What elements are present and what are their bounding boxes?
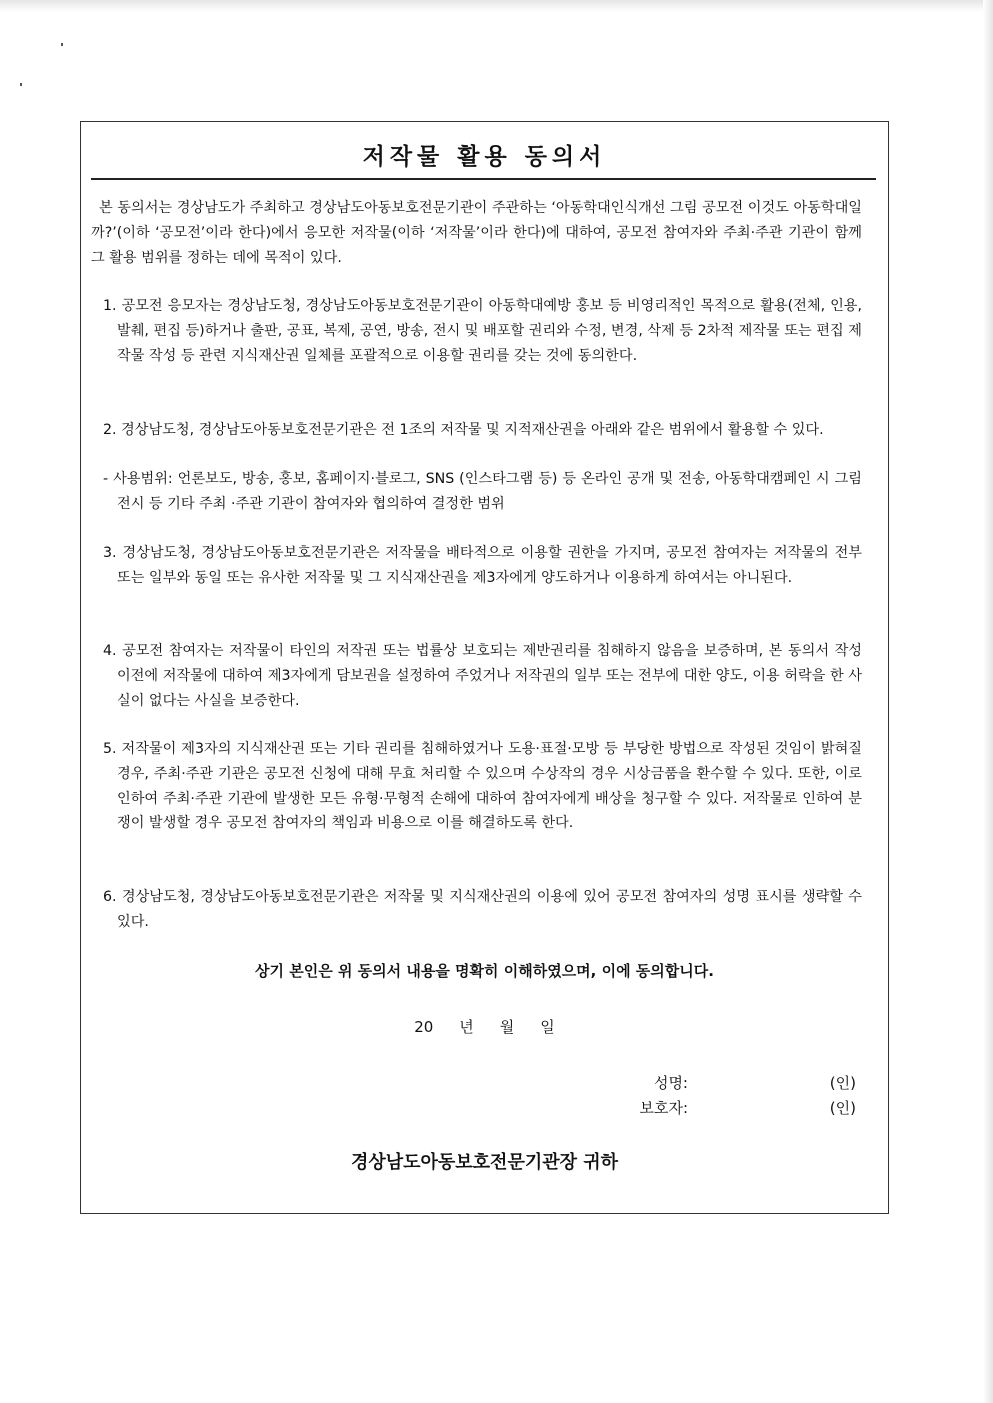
signature-row-name [521,1072,856,1096]
date-month-unit: 월 [499,1018,515,1036]
agreement-declaration: 상기 본인은 위 동의서 내용을 명확히 이해하였으며, 이에 동의합니다. [255,962,714,980]
date-day-unit: 일 [540,1018,555,1036]
intro-paragraph: 본 동의서는 경상남도가 주최하고 경상남도아동보호전문기관이 주관하는 ‘아동학대인식개선 그림 공모전 이것도 아동학대일까?’(이하 ‘공모전’이라 한다)에서 응모한 저작물(이하 ‘저작물’이라 한다)에 대하여, 공모전 참여자와 주최·주관 기관이 함께 그 활용 범위를 정하는 데에 목적이 있다. [91,200,862,266]
clause-1: 1. 공모전 응모자는 경상남도청, 경상남도아동보호전문기관이 아동학대예방 홍보 등 비영리적인 목적으로 활용(전체, 인용, 발췌, 편집 등)하거나 출판, 공표, 복제, 공연, 방송, 전시 및 배포할 권리와 수정, 변경, 삭제 등 2차적 제작물 또는 편집 제작물 작성 등 관련 지식재산권 일체를 포괄적으로 이용할 권리를 갖는 것에 동의한다. [103,298,862,364]
guardian-label: 보호자: [639,1099,688,1117]
date-line [81,1016,888,1037]
scan-edge-right [983,0,993,1403]
clause-2: 2. 경상남도청, 경상남도아동보호전문기관은 전 1조의 저작물 및 지적재산권을 아래와 같은 범위에서 활용할 수 있다. [103,422,824,438]
name-seal: (인) [829,1074,856,1092]
scan-speck [61,43,63,46]
consent-form-frame [80,121,889,1214]
clause-4: 4. 공모전 참여자는 저작물이 타인의 저작권 또는 법률상 보호되는 제반권리를 침해하지 않음을 보증하며, 본 동의서 작성 이전에 저작물에 대하여 제3자에게 담보권을 설정하여 주었거나 저작권의 일부 또는 전부에 대한 양도, 이용 허락을 한 사실이 없다는 사실을 보증한다. [103,643,862,709]
clause-3: 3. 경상남도청, 경상남도아동보호전문기관은 저작물을 배타적으로 이용할 권한을 가지며, 공모전 참여자는 저작물의 전부 또는 일부와 동일 또는 유사한 저작물 및 그 지식재산권을 제3자에게 양도하거나 이용하게 하여서는 아니된다. [103,545,862,586]
date-year: 20 [414,1018,434,1036]
signature-row-guardian [521,1097,856,1121]
form-title: 저작물 활용 동의서 [362,144,607,170]
clause-5: 5. 저작물이 제3자의 지식재산권 또는 기타 권리를 침해하였거나 도용·표절·모방 등 부당한 방법으로 작성된 것임이 밝혀질 경우, 주최·주관 기관은 공모전 신청에 대해 무효 처리할 수 있으며 수상작의 경우 시상금품을 환수할 수 있다. 또한, 이로 인하여 주최·주관 기관에 발생한 모든 유형·무형적 손해에 대하여 참여자에게 배상을 청구할 수 있다. 저작물로 인하여 분쟁이 발생할 경우 공모전 참여자의 책임과 비용으로 이를 해결하도록 한다. [103,741,862,832]
clause-6: 6. 경상남도청, 경상남도아동보호전문기관은 저작물 및 지식재산권의 이용에 있어 공모전 참여자의 성명 표시를 생략할 수 있다. [103,889,862,930]
clause-2-usage-scope: - 사용범위: 언론보도, 방송, 홍보, 홈페이지·블로그, SNS (인스타그램 등) 등 온라인 공개 및 전송, 아동학대캠페인 시 그림 전시 등 기타 주최 ·주관 기관이 참여자와 협의하여 결정한 범위 [103,471,862,512]
scan-speck [20,83,22,86]
title-underline [91,178,876,180]
date-year-unit: 년 [459,1018,474,1036]
name-label: 성명: [653,1074,688,1092]
recipient-line: 경상남도아동보호전문기관장 귀하 [350,1152,619,1173]
guardian-seal: (인) [829,1099,856,1117]
scan-edge-top [0,0,993,12]
